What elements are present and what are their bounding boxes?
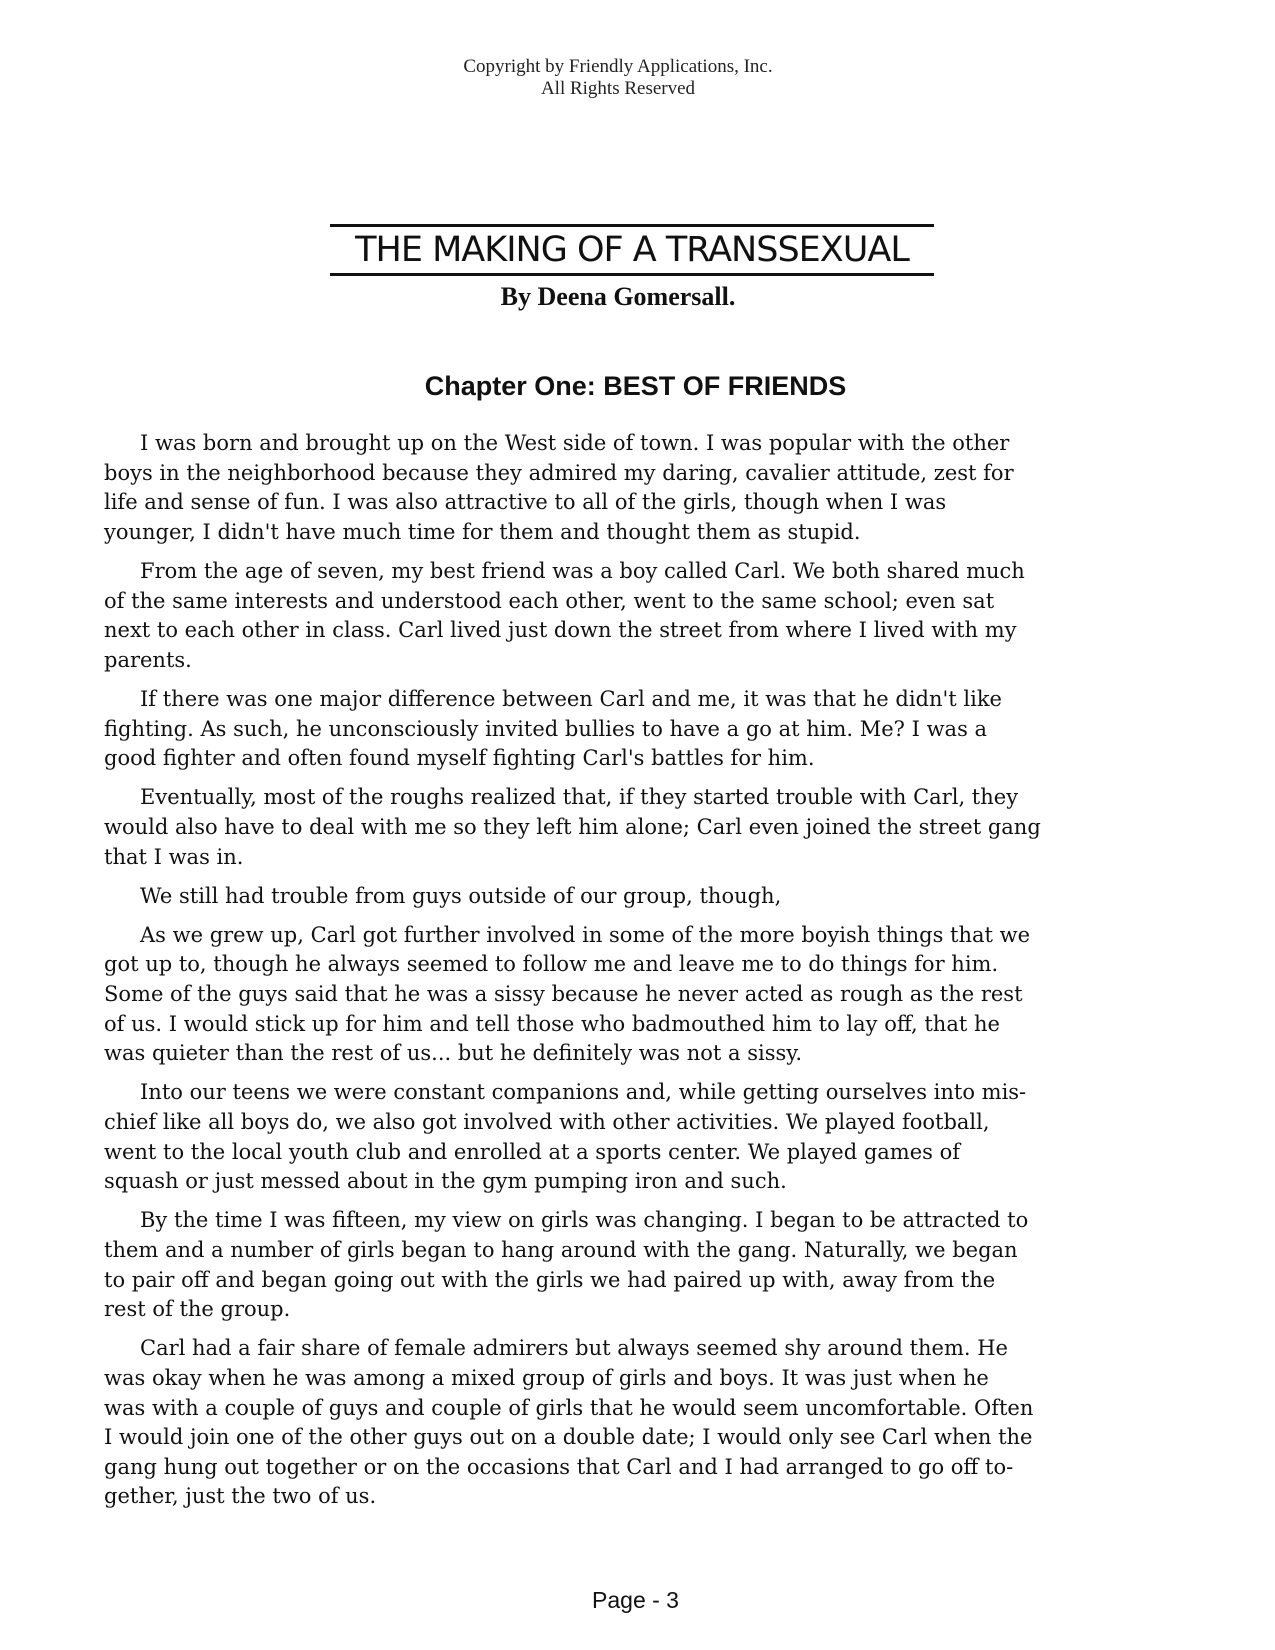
paragraph-line: squash or just messed about in the gym pumping iron and such. (104, 1169, 787, 1194)
paragraph-line: life and sense of fun. I was also attractive to all of the girls, though when I was (104, 490, 947, 515)
title-rule-top (330, 224, 934, 227)
paragraph-line: went to the local youth club and enrolled at a sports center. We played games of (104, 1139, 960, 1164)
body-paragraph (104, 1334, 1164, 1512)
paragraph-line: rest of the group. (104, 1297, 291, 1322)
paragraph-line: parents. (104, 647, 192, 672)
paragraph-line: From the age of seven, my best friend was a boy called Carl. We both shared much (140, 558, 1025, 583)
paragraph-line: fighting. As such, he unconsciously invited bullies to have a go at him. Me? I was a (104, 716, 988, 741)
page-number: Page - 3 (592, 1587, 679, 1613)
paragraph-line: was okay when he was among a mixed group of girls and boys. It was just when he (104, 1365, 989, 1390)
paragraph-line: chief like all boys do, we also got involved with other activities. We played football, (104, 1110, 990, 1135)
paragraph-line: to pair off and began going out with the girls we had paired up with, away from the (104, 1267, 996, 1292)
paragraph-line: boys in the neighborhood because they admired my daring, cavalier attitude, zest for (104, 460, 1014, 485)
chapter-body (104, 429, 1164, 1522)
paragraph-line: I would join one of the other guys out on a double date; I would only see Carl when the (104, 1425, 1033, 1450)
paragraph-line: gether, just the two of us. (104, 1484, 377, 1509)
paragraph-line: was with a couple of guys and couple of girls that he would seem uncomfortable. Often (104, 1395, 1034, 1420)
paragraph-line: Carl had a fair share of female admirers but always seemed shy around them. He (140, 1336, 1008, 1361)
paragraph-line: was quieter than the rest of us... but he definitely was not a sissy. (104, 1041, 803, 1066)
rights-line: All Rights Reserved (540, 78, 696, 99)
body-paragraph (104, 685, 1164, 774)
paragraph-line: As we grew up, Carl got further involved in some of the more boyish things that we (140, 922, 1031, 947)
paragraph-line: younger, I didn't have much time for them and thought them as stupid. (104, 519, 861, 544)
paragraph-line: gang hung out together or on the occasions that Carl and I had arranged to go off to- (104, 1454, 1014, 1479)
copyright-notice (0, 56, 1236, 100)
paragraph-line: got up to, though he always seemed to follow me and leave me to do things for him. (104, 952, 999, 977)
chapter-title: Chapter One: BEST OF FRIENDS (424, 371, 847, 401)
author-byline: By Deena Gomersall. (500, 282, 736, 311)
paragraph-line: them and a number of girls began to hang around with the gang. Naturally, we began (104, 1238, 1018, 1262)
paragraph-line: I was born and brought up on the West side of town. I was popular with the other (140, 431, 1010, 455)
paragraph-line: We still had trouble from guys outside of our group, though, (140, 883, 782, 908)
body-paragraph (104, 882, 1164, 912)
body-paragraph (104, 557, 1164, 675)
paragraph-line: Into our teens we were constant companions and, while getting ourselves into mis- (140, 1080, 1027, 1105)
paragraph-line: good fighter and often found myself fighting Carl's battles for him. (104, 746, 815, 771)
body-paragraph (104, 921, 1164, 1069)
title-rule-bottom (330, 273, 934, 276)
paragraph-line: By the time I was fifteen, my view on girls was changing. I began to be attracted to (140, 1208, 1029, 1233)
copyright-line: Copyright by Friendly Applications, Inc. (463, 56, 773, 77)
paragraph-line: Some of the guys said that he was a sissy because he never acted as rough as the rest (104, 982, 1023, 1007)
title-block (330, 224, 934, 276)
paragraph-line: of the same interests and understood each other, went to the same school; even sat (104, 588, 995, 613)
book-title: THE MAKING OF A TRANSSEXUAL (355, 230, 909, 270)
body-paragraph (104, 1078, 1164, 1196)
paragraph-line: would also have to deal with me so they left him alone; Carl even joined the street gang (104, 814, 1041, 839)
paragraph-line: next to each other in class. Carl lived just down the street from where I lived with my (104, 618, 1017, 643)
paragraph-line: Eventually, most of the roughs realized that, if they started trouble with Carl, they (140, 785, 1019, 810)
paragraph-line: of us. I would stick up for him and tell those who badmouthed him to lay off, that he (104, 1011, 1000, 1036)
paragraph-line: If there was one major difference between Carl and me, it was that he didn't like (140, 686, 1002, 711)
paragraph-line: that I was in. (104, 844, 244, 869)
body-paragraph (104, 783, 1164, 872)
body-paragraph (104, 429, 1164, 547)
body-paragraph (104, 1206, 1164, 1324)
